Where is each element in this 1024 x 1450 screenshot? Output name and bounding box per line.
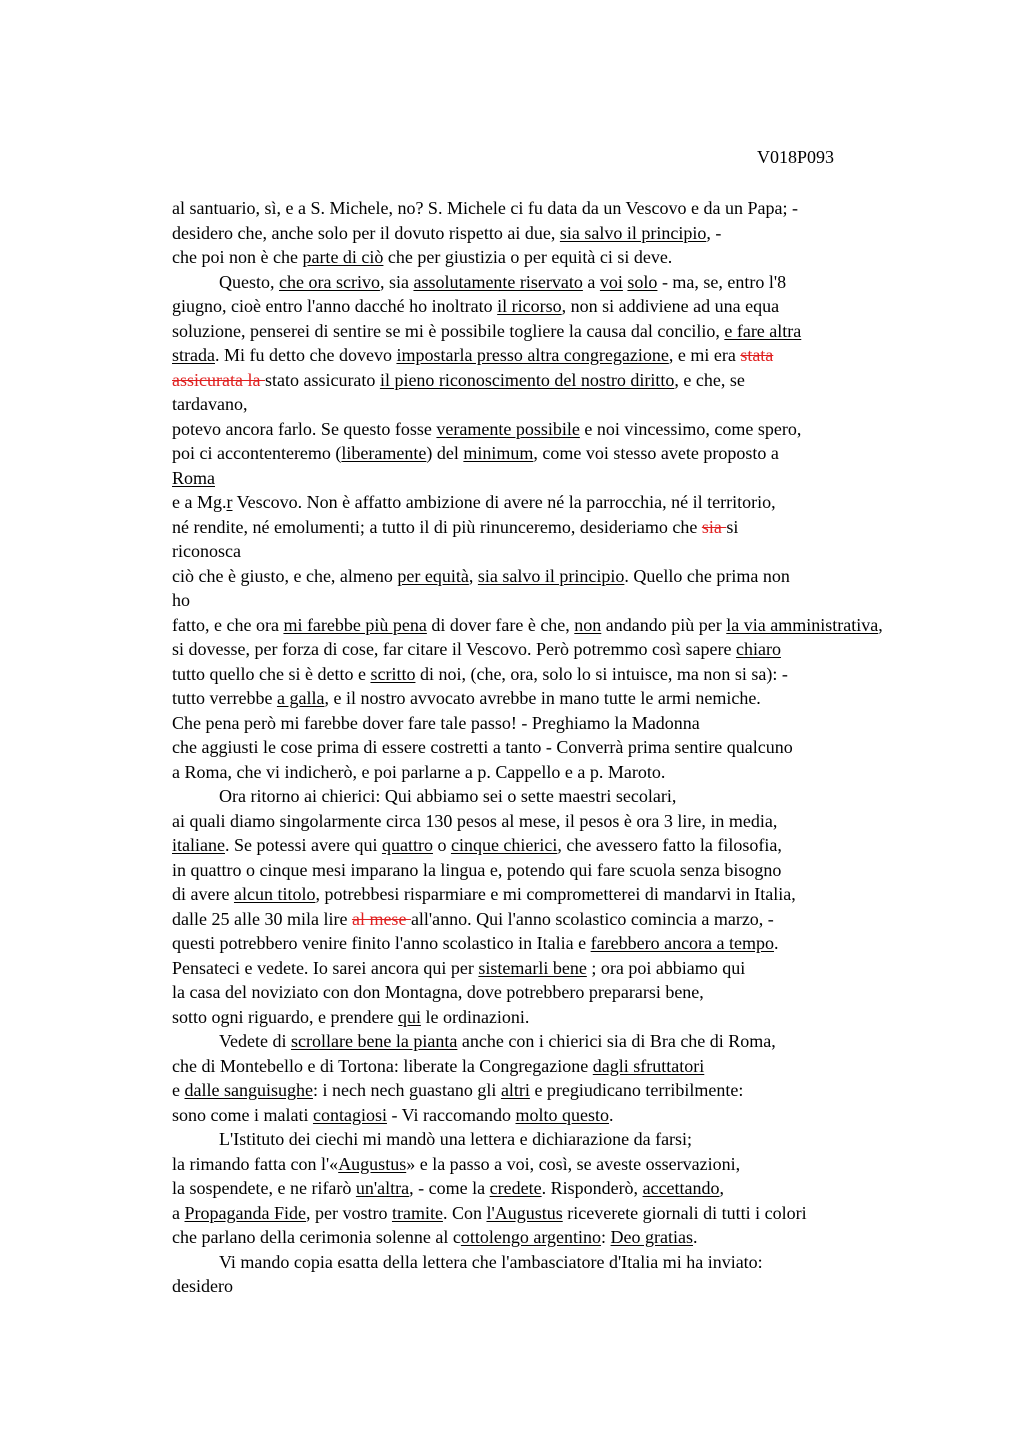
underlined-text: tramite <box>391 1202 443 1223</box>
underlined-text: Augustus <box>338 1153 407 1174</box>
deleted-text: assicurata la <box>172 369 265 390</box>
text-segment: che poi non è che <box>172 247 303 267</box>
text-segment: . <box>609 1104 614 1125</box>
text-line <box>172 343 1002 368</box>
text-segment: in quattro o cinque mesi imparano la lingua e, potendo qui fare scuola senza bisogno <box>172 859 782 880</box>
underlined-text: Deo gratias <box>610 1227 694 1247</box>
text-segment: che di Montebello e di Tortona: liberate la Congregazione <box>172 1055 593 1076</box>
text-line <box>172 907 1002 932</box>
underlined-text: sistemarli bene <box>478 957 587 978</box>
text-segment: la rimando fatta con l'« <box>172 1153 339 1174</box>
underlined-text: farebbero ancora a tempo <box>590 933 775 953</box>
underlined-text: scrollare bene la pianta <box>290 1031 458 1051</box>
text-line <box>172 1152 1002 1177</box>
text-segment: questi potrebbero venire finito l'anno scolastico in Italia e <box>172 933 591 953</box>
text-line <box>172 588 1002 613</box>
underlined-text: la via amministrativa <box>726 614 879 635</box>
underlined-text: liberamente <box>341 443 427 463</box>
text-segment: . Se potessi avere qui <box>224 835 382 855</box>
text-line <box>172 735 1002 760</box>
text-line <box>172 882 1002 907</box>
text-segment: a <box>172 1202 185 1223</box>
underlined-text: solo <box>627 271 658 292</box>
text-line <box>172 1201 1002 1226</box>
text-segment: la sospendete, e ne rifarò <box>172 1178 356 1198</box>
underlined-text: il ricorso <box>497 296 562 316</box>
text-line <box>172 833 1002 858</box>
text-segment: la casa del noviziato con don Montagna, dove potrebbero prepararsi bene, <box>172 982 704 1002</box>
text-segment: . Quello che prima non <box>624 565 790 586</box>
deleted-text: sia <box>701 516 727 537</box>
text-segment: ; ora poi abbiamo qui <box>586 957 746 978</box>
text-line <box>172 1250 1002 1275</box>
underlined-text: un'altra <box>355 1178 410 1198</box>
underlined-text: per equità <box>397 565 469 586</box>
text-segment: , <box>468 565 478 586</box>
text-line <box>172 1274 1002 1299</box>
text-segment: le ordinazioni. <box>420 1006 530 1027</box>
text-segment: sotto ogni riguardo, e prendere <box>172 1006 398 1027</box>
text-line <box>172 221 1002 246</box>
underlined-text: parte di ciò <box>302 247 384 267</box>
underlined-text: credete <box>489 1178 542 1198</box>
text-line <box>172 711 1002 736</box>
underlined-text: molto questo <box>515 1104 610 1125</box>
text-segment: ) del <box>426 443 464 463</box>
text-segment: ai quali diamo singolarmente circa 130 pesos al mese, il pesos è ora 3 lire, in media, <box>172 810 778 831</box>
text-segment: , potrebbesi risparmiare e mi comprometterei di mandarvi in Italia, <box>315 884 796 904</box>
text-segment: giugno, cioè entro l'anno dacché ho inoltrato <box>172 296 498 316</box>
text-segment: e a Mg. <box>172 492 227 512</box>
text-line <box>172 637 1002 662</box>
text-segment: , - <box>706 222 722 243</box>
text-segment: Che pena però mi farebbe dover fare tale passo! - Preghiamo la Madonna <box>172 712 700 733</box>
text-segment: : i nech nech guastano gli <box>312 1080 501 1100</box>
underlined-text: dalle sanguisughe <box>184 1080 313 1100</box>
text-segment: che parlano della cerimonia solenne al c <box>172 1227 461 1247</box>
text-segment: . <box>774 933 779 953</box>
text-segment: : <box>601 1227 611 1247</box>
underlined-text: quattro <box>381 835 433 855</box>
text-segment: al santuario, sì, e a S. Michele, no? S. Michele ci fu data da un Vescovo e da un Papa; - <box>172 198 798 218</box>
text-line <box>172 294 1002 319</box>
text-segment: e noi vincessimo, come spero, <box>579 418 802 439</box>
text-line <box>172 319 1002 344</box>
text-segment: desidero che, anche solo per il dovuto rispetto ai due, <box>172 222 560 243</box>
text-segment: . Con <box>442 1202 487 1223</box>
text-segment: , <box>719 1178 725 1198</box>
text-segment: stato assicurato <box>264 369 380 390</box>
text-segment: o <box>432 835 451 855</box>
text-segment: . Risponderò, <box>541 1178 643 1198</box>
underlined-text: sia salvo il principio <box>559 222 707 243</box>
text-segment: tutto verrebbe <box>172 688 277 708</box>
text-segment: desidero <box>172 1276 233 1296</box>
text-segment: , e che, se <box>674 369 745 390</box>
text-line <box>172 270 1002 295</box>
underlined-text: alcun titolo <box>233 884 316 904</box>
underlined-text: assolutamente riservato <box>413 271 583 292</box>
underlined-text: veramente possibile <box>436 418 580 439</box>
text-line <box>172 1029 1002 1054</box>
text-segment: tardavano, <box>172 394 248 414</box>
text-segment: Pensateci e vedete. Io sarei ancora qui per <box>172 957 479 978</box>
underlined-text: altri <box>500 1080 530 1100</box>
text-segment: , e il nostro avvocato avrebbe in mano tutte le armi nemiche. <box>324 688 761 708</box>
text-segment: di noi, (che, ora, solo lo si intuisce, ma non si sa): - <box>415 663 788 684</box>
text-line <box>172 1225 1002 1250</box>
text-segment: si <box>726 516 739 537</box>
text-line <box>172 784 1002 809</box>
text-segment: Vi mando copia esatta della lettera che l'ambasciatore d'Italia mi ha inviato: <box>219 1251 763 1272</box>
text-line <box>172 858 1002 883</box>
underlined-text: dagli sfruttatori <box>592 1055 705 1076</box>
text-line <box>172 809 1002 834</box>
text-segment: dalle 25 alle 30 mila lire <box>172 908 352 929</box>
text-segment: , - come la <box>409 1178 490 1198</box>
text-segment: fatto, e che ora <box>172 614 284 635</box>
text-segment: che aggiusti le cose prima di essere costretti a tanto - Converrà prima sentire qualcuno <box>172 737 793 757</box>
text-line <box>172 931 1002 956</box>
text-line <box>172 760 1002 785</box>
text-segment: di avere <box>172 884 234 904</box>
underlined-text: non <box>574 614 602 635</box>
text-segment: , sia <box>379 271 414 292</box>
text-line <box>172 1176 1002 1201</box>
underlined-text: scritto <box>370 663 416 684</box>
text-segment: Ora ritorno ai chierici: Qui abbiamo sei o sette maestri secolari, <box>219 786 677 806</box>
underlined-text: r <box>226 492 233 512</box>
text-segment: all'anno. Qui l'anno scolastico comincia a marzo, - <box>410 908 774 929</box>
text-line <box>172 1005 1002 1030</box>
text-segment: a <box>582 271 600 292</box>
text-segment: tutto quello che si è detto e <box>172 663 371 684</box>
underlined-text: sia salvo il principio <box>477 565 625 586</box>
text-segment: - ma, se, entro l'8 <box>657 271 787 292</box>
text-segment: L'Istituto dei ciechi mi mandò una lettera e dichiarazione da farsi; <box>219 1129 693 1149</box>
text-line <box>172 1078 1002 1103</box>
underlined-text: e fare altra <box>724 320 802 341</box>
text-line <box>172 392 1002 417</box>
text-line <box>172 980 1002 1005</box>
text-segment: ho <box>172 590 190 610</box>
underlined-text: Propaganda Fide <box>184 1202 306 1223</box>
text-line <box>172 515 1002 540</box>
text-segment: si dovesse, per forza di cose, far citare il Vescovo. Però potremmo così sapere <box>172 639 736 659</box>
text-line <box>172 564 1002 589</box>
underlined-text: ottolengo argentino <box>460 1227 602 1247</box>
text-segment: » e la passo a voi, così, se aveste osservazioni, <box>406 1153 741 1174</box>
underlined-text: qui <box>397 1006 421 1027</box>
text-segment: di dover fare è che, <box>426 614 575 635</box>
text-segment: né rendite, né emolumenti; a tutto il di più rinunceremo, desideriamo che <box>172 516 702 537</box>
underlined-text: italiane <box>172 835 225 855</box>
text-line <box>172 466 1002 491</box>
text-segment: , non si addiviene ad una equa <box>561 296 780 316</box>
underlined-text: il pieno riconoscimento del nostro diritto <box>379 369 675 390</box>
text-segment: Vescovo. Non è affatto ambizione di avere né la parrocchia, né il territorio, <box>232 492 776 512</box>
text-segment: . Mi fu detto che dovevo <box>214 345 397 365</box>
text-line <box>172 1127 1002 1152</box>
underlined-text: l'Augustus <box>486 1202 563 1223</box>
text-line <box>172 539 1002 564</box>
text-segment: , che avessero fatto la filosofia, <box>557 835 782 855</box>
text-segment: e pregiudicano terribilmente: <box>529 1080 744 1100</box>
text-segment: potevo ancora farlo. Se questo fosse <box>172 418 437 439</box>
text-segment: , come voi stesso avete proposto a <box>533 443 779 463</box>
text-line <box>172 662 1002 687</box>
underlined-text: chiaro <box>735 639 781 659</box>
underlined-text: strada <box>172 345 215 365</box>
underlined-text: minimum <box>463 443 534 463</box>
page-identifier: V018P093 <box>757 147 835 167</box>
underlined-text: che ora scrivo <box>279 271 380 292</box>
text-segment: poi ci accontenteremo ( <box>172 443 342 463</box>
text-segment: ciò che è giusto, e che, almeno <box>172 565 398 586</box>
text-line <box>172 245 1002 270</box>
text-segment: , e mi era <box>668 345 741 365</box>
text-segment: andando più per <box>601 614 727 635</box>
text-segment: Questo, <box>219 271 279 292</box>
underlined-text: accettando <box>642 1178 720 1198</box>
text-segment: , per vostro <box>305 1202 392 1223</box>
text-segment: a Roma, che vi indicherò, e poi parlarne a p. Cappello e a p. Maroto. <box>172 761 666 782</box>
deleted-text: stata <box>740 345 774 365</box>
text-segment: che per giustizia o per equità ci si deve. <box>383 247 673 267</box>
deleted-text: al mese <box>351 908 411 929</box>
text-segment: sono come i malati <box>172 1104 313 1125</box>
text-segment: e <box>172 1080 185 1100</box>
text-line <box>172 1103 1002 1128</box>
text-line <box>172 956 1002 981</box>
text-segment: - Vi raccomando <box>386 1104 516 1125</box>
text-segment: , <box>878 614 883 635</box>
text-segment: anche con i chierici sia di Bra che di Roma, <box>457 1031 776 1051</box>
underlined-text: Roma <box>172 467 215 488</box>
text-line <box>172 441 1002 466</box>
underlined-text: impostarla presso altra congregazione <box>396 345 669 365</box>
text-segment: . <box>693 1227 698 1247</box>
text-line <box>172 368 1002 393</box>
text-segment: riconosca <box>172 541 241 561</box>
text-segment: Vedete di <box>219 1031 291 1051</box>
letter-body <box>172 196 1002 1299</box>
underlined-text: contagiosi <box>312 1104 387 1125</box>
text-segment: riceverete giornali di tutti i colori <box>562 1202 807 1223</box>
underlined-text: a galla <box>276 688 325 708</box>
underlined-text: voi <box>599 271 623 292</box>
text-segment: soluzione, penserei di sentire se mi è possibile togliere la causa dal concilio, <box>172 320 725 341</box>
underlined-text: mi farebbe più pena <box>283 614 427 635</box>
text-line <box>172 613 1002 638</box>
text-line <box>172 1054 1002 1079</box>
text-line <box>172 196 1002 221</box>
text-line <box>172 490 1002 515</box>
underlined-text: cinque chierici <box>450 835 558 855</box>
text-line <box>172 417 1002 442</box>
text-line <box>172 686 1002 711</box>
